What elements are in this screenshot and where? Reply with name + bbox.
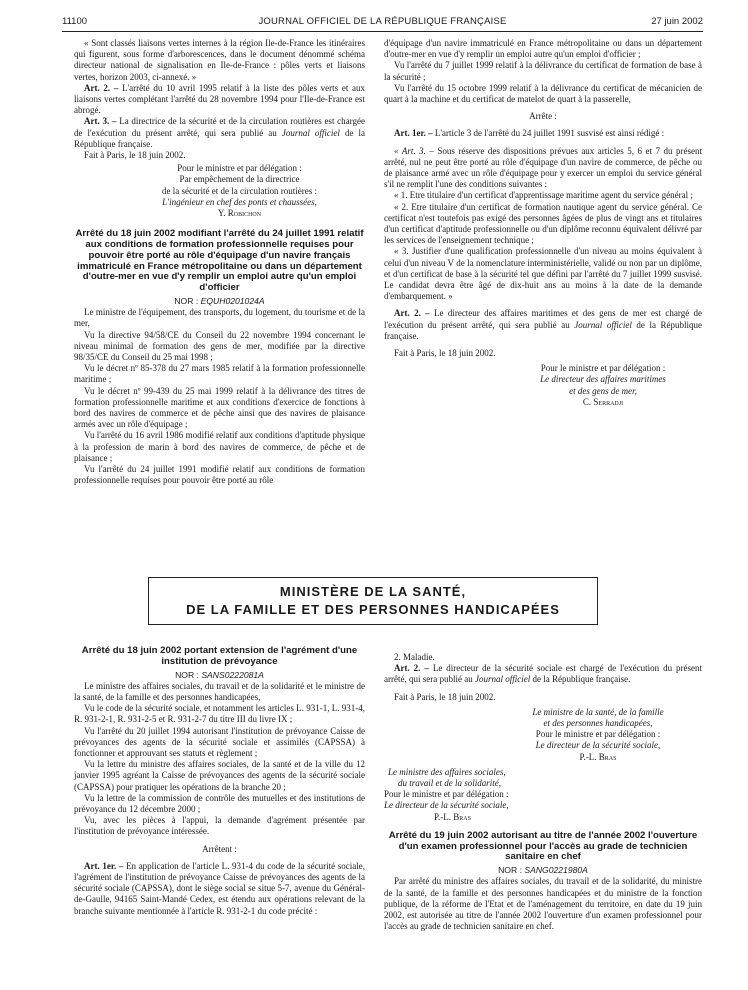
paragraph: Vu, avec les pièces à l'appui, la demande d'agrément présentée par l'institution de prévoyance intéressée. <box>74 815 365 837</box>
signature-line: L'ingénieur en chef des ponts et chaussées, <box>162 196 317 207</box>
bottom-left-column <box>74 646 365 917</box>
nor-label: NOR : <box>498 865 522 876</box>
paragraph: 2. Maladie. <box>394 652 435 662</box>
signature-line: Par empêchement de la directrice <box>179 174 300 185</box>
paragraph: Vu le code de la sécurité sociale, et notamment les articles L. 931-1, L. 931-4, R. 931-2-1, R. 931-2-5 et R. 931-2-7 du titre III du livre IX ; <box>74 703 365 725</box>
article-text: de la République française. <box>74 127 365 149</box>
paragraph: « Sont classés liaisons vertes internes à la région Ile-de-France les itinéraires qui figurent, sous forme d'arborescences, dans le document dénommé schéma directeur national de signalisation en Ile-de-France : pôles verts et liaisons vertes, horizon 2003, ci-annexé. » <box>74 38 365 82</box>
paragraph: Vu la directive 94/58/CE du Conseil du 22 novembre 1994 concernant le niveau minimal de formation des gens de mer, modifiée par la directive 98/35/CE du Conseil du 25 mai 1998 ; <box>74 329 365 363</box>
paragraph: Vu l'arrêté du 20 juillet 1994 autorisant l'institution de prévoyance Caisse de prévoyances des agents de la sécurité sociale et assimilés (CAPSSA) à fonctionner et approuvant ses statuts et règlement ; <box>74 725 365 759</box>
signature-block <box>384 707 702 763</box>
article <box>384 128 702 139</box>
signature-line: Pour le ministre et par délégation : <box>540 363 666 374</box>
paragraph: Vu l'arrêté du 7 juillet 1999 relatif à la délivrance du certificat de formation de base à la sécurité ; <box>384 60 702 82</box>
nor-code: SANS0222081A <box>201 669 264 680</box>
article-text: Sous réserve des dispositions prévues aux articles 5, 6 et 7 du présent arrêté, nul ne peut être porté au rôle d'équipage d'un navire de commerce, de pêche ou de plaisance armé avec un rôle d'équipage pour y exercer un emploi du service général s'il ne remplit l'une des conditions suivantes : <box>384 145 703 190</box>
paragraph: Vu la lettre de la commission de contrôle des mutuelles et des institutions de prévoyance du 12 décembre 2000 ; <box>74 792 365 815</box>
article-label: Art. 1er. – <box>84 860 124 871</box>
article-text: de la République française. <box>532 674 631 685</box>
nor-code: SANG0221980A <box>524 865 588 876</box>
signature-block <box>74 163 365 219</box>
top-right-column <box>384 38 702 408</box>
journal-ref: Journal officiel <box>281 127 340 138</box>
article-label: Art. 2. – <box>84 82 119 93</box>
signature-block <box>384 363 702 408</box>
article <box>74 83 365 117</box>
signature-line: du travail et de la solidarité, <box>398 778 501 789</box>
article-text: L'arrêté du 10 avril 1995 relatif à la liste des pôles verts et aux liaisons vertes complétant l'arrêté du 28 novembre 1994 pour l'Ile-de-France est abrogé. <box>74 82 366 116</box>
article-text: L'article 3 de l'arrêté du 24 juillet 1991 susvisé est ainsi rédigé : <box>434 128 665 139</box>
paragraph: Vu l'arrêté du 15 octobre 1999 relatif à la délivrance du certificat de mécanicien de quart à la machine et du certificat de matelot de quart à la passerelle, <box>384 82 702 105</box>
article-label: Art. 2. – <box>394 663 429 674</box>
top-left-column <box>74 38 365 486</box>
article-text: de la République française. <box>384 319 703 341</box>
signature-line: Le directeur de la sécurité sociale, <box>535 740 661 751</box>
ministry-heading <box>148 577 598 625</box>
nor-reference <box>74 296 365 307</box>
paragraph: Vu l'arrêté du 24 juillet 1991 modifié relatif aux conditions de formation professionnelle requises pour pouvoir être porté au rôle <box>74 464 365 486</box>
arrete-heading: Arrêtent : <box>202 843 237 854</box>
nor-label: NOR : <box>175 669 199 680</box>
article-text: Le directeur des affaires maritimes et des gens de mer est chargé de l'exécution du présent arrêté, qui sera publié au <box>384 308 703 330</box>
bottom-right-column <box>384 652 702 932</box>
article-text: En application de l'article L. 931-4 du code de la sécurité sociale, l'agrément de l'institution de prévoyance Caisse de prévoyances des agents de la sécurité sociale (CAPSSA), dont le siège social se situe 5-7, avenue du Général-de-Gaulle, 94165 Saint-Mandé Cedex, est étendu aux opérations relevant de la branche suivante mentionnée à l'article R. 931-2-1 du code précité : <box>74 860 366 916</box>
paragraph: Vu la lettre du ministre des affaires sociales, de la santé et de la ville du 12 janvier 1995 agréant la Caisse de prévoyances des agents de la sécurité sociale (CAPSSA) pour pratiquer les opérations de la branche 20 ; <box>74 759 365 792</box>
paragraph: « 3. Justifier d'une qualification professionnelle d'un niveau au moins équivalent à celui d'un niveau V de la nomenclature interministérielle, validé ou non par un diplôme, et d'un certificat de base à la sécurité tel que défini par l'arrêté du 7 juillet 1999 susvisé. Le candidat devra être âgé de dix-huit ans au moins à la date de la demande d'embarquement. » <box>384 246 702 302</box>
article-text: Le directeur de la sécurité sociale est chargé de l'exécution du présent arrêté, qui sera publié au <box>384 663 703 685</box>
paragraph: Par arrêté du ministre des affaires sociales, du travail et de la solidarité, du ministre de la santé, de la famille et des personnes handicapées et du ministre de la fonction publique, de la réforme de l'Etat et de l'aménagement du territoire, en date du 19 juin 2002, est autorisée au titre de l'année 2002 l'ouverture d'un examen professionnel pour l'accès au grade de technicien sanitaire en chef. <box>384 876 702 932</box>
article-label: Art. 2. – <box>394 308 430 319</box>
ministry-line: DE LA FAMILLE ET DES PERSONNES HANDICAPÉES <box>186 602 560 617</box>
page-number: 11100 <box>62 16 88 27</box>
article-title: Arrêté du 18 juin 2002 portant extension de l'agrément d'une institution de prévoyance <box>81 645 358 667</box>
signature-line: et des gens de mer, <box>569 385 637 396</box>
signature-line: Pour le ministre et par délégation : <box>535 729 661 740</box>
paragraph: « 2. Etre titulaire d'un certificat de formation nautique agent du service général. Ce certificat n'est toutefois pas exigé des personnes âgées de plus de vingt ans et titulaires d'un certificat d'aptitude professionnelle ou d'un diplôme reconnu équivalent délivré par les services de l'enseignement technique ; <box>384 201 702 246</box>
page-header <box>62 16 703 30</box>
paragraph: Le ministre de l'équipement, des transports, du logement, du tourisme et de la mer, <box>74 307 365 329</box>
nor-label: NOR : <box>174 296 199 307</box>
signatory-name: P.-L. Bras <box>579 751 617 762</box>
article-title: Arrêté du 18 juin 2002 modifiant l'arrêté du 24 juillet 1991 relatif aux conditions de formation professionnelle requises pour pouvoir être porté au rôle d'équipage d'un navire français immatriculé en France métropolitaine ou dans un département d'outre-mer en vue d'y remplir un emploi autre qu'un emploi d'officier <box>75 228 364 294</box>
signature-line: Pour le ministre et par délégation : <box>177 163 302 174</box>
article-label: Art. 3. – <box>84 116 117 127</box>
article <box>74 116 365 150</box>
signature-line: de la sécurité et de la circulation routières : <box>162 185 317 196</box>
nor-code: EQUH0201024A <box>200 296 265 307</box>
issue-date: 27 juin 2002 <box>651 16 703 27</box>
journal-ref: Journal officiel <box>474 674 531 685</box>
paragraph: Vu le décret nº 85-378 du 27 mars 1985 relatif à la formation professionnelle maritime ; <box>74 363 365 385</box>
paragraph: Vu le décret nº 99-439 du 25 mai 1999 relatif à la délivrance des titres de formation professionnelle maritime et aux conditions d'exercice de fonctions à bord des navires de commerce et de pêche ainsi que des navires de plaisance armés avec un rôle d'équipage ; <box>74 385 365 430</box>
paragraph: d'équipage d'un navire immatriculé en France métropolitaine ou dans un département d'outre-mer en vue d'y remplir un emploi autre qu'un emploi d'officier ; <box>384 38 702 60</box>
signature-line: Le ministre de la santé, de la famille <box>532 706 664 717</box>
signature-line: Le directeur des affaires maritimes <box>540 374 666 385</box>
paragraph: Le ministre des affaires sociales, du travail et de la solidarité et le ministre de la santé, de la famille et des personnes handicapées, <box>74 680 365 702</box>
fait-line: Fait à Paris, le 18 juin 2002. <box>394 691 496 702</box>
article-label: « Art. 3. – <box>394 145 434 156</box>
article-label: Art. 1er. – <box>394 128 433 139</box>
signature-line: Le ministre des affaires sociales, <box>388 766 506 777</box>
signature-block <box>384 767 544 823</box>
nor-reference <box>384 865 702 876</box>
article-title: Arrêté du 19 juin 2002 autorisant au titre de l'année 2002 l'ouverture d'un examen professionnel pour l'accès au grade de technicien sanitaire en chef <box>388 829 698 863</box>
fait-line: Fait à Paris, le 18 juin 2002. <box>394 348 496 359</box>
quoted-article <box>384 146 702 191</box>
journal-ref: Journal officiel <box>574 319 632 330</box>
signature-line: Pour le ministre et par délégation : <box>384 789 509 800</box>
paragraph: Vu l'arrêté du 16 avril 1986 modifié relatif aux conditions d'aptitude physique à la profession de marin à bord des navires de commerce, de pêche et de plaisance ; <box>74 430 365 463</box>
ministry-line: MINISTÈRE DE LA SANTÉ, <box>279 584 467 599</box>
signature-line: Le directeur de la sécurité sociale, <box>384 800 509 811</box>
article <box>384 308 702 342</box>
journal-title: JOURNAL OFFICIEL DE LA RÉPUBLIQUE FRANÇAISE <box>258 16 507 27</box>
article-text: La directrice de la sécurité et de la circulation routières est chargée de l'exécution du présent arrêté, qui sera publié au <box>74 116 365 138</box>
signatory-name: C. Serradji <box>582 396 624 407</box>
nor-reference <box>74 670 365 681</box>
paragraph: « 1. Etre titulaire d'un certificat d'apprentissage maritime agent du service général ; <box>394 190 693 201</box>
article <box>74 861 365 917</box>
signatory-name: P.-L. Bras <box>434 811 471 822</box>
fait-line: Fait à Paris, le 18 juin 2002. <box>84 150 186 161</box>
arrete-heading: Arrête : <box>529 111 557 122</box>
header-rule <box>62 31 703 32</box>
signature-line: et des personnes handicapées, <box>543 718 653 729</box>
article <box>384 663 702 685</box>
signatory-name: Y. Robichon <box>217 208 262 219</box>
